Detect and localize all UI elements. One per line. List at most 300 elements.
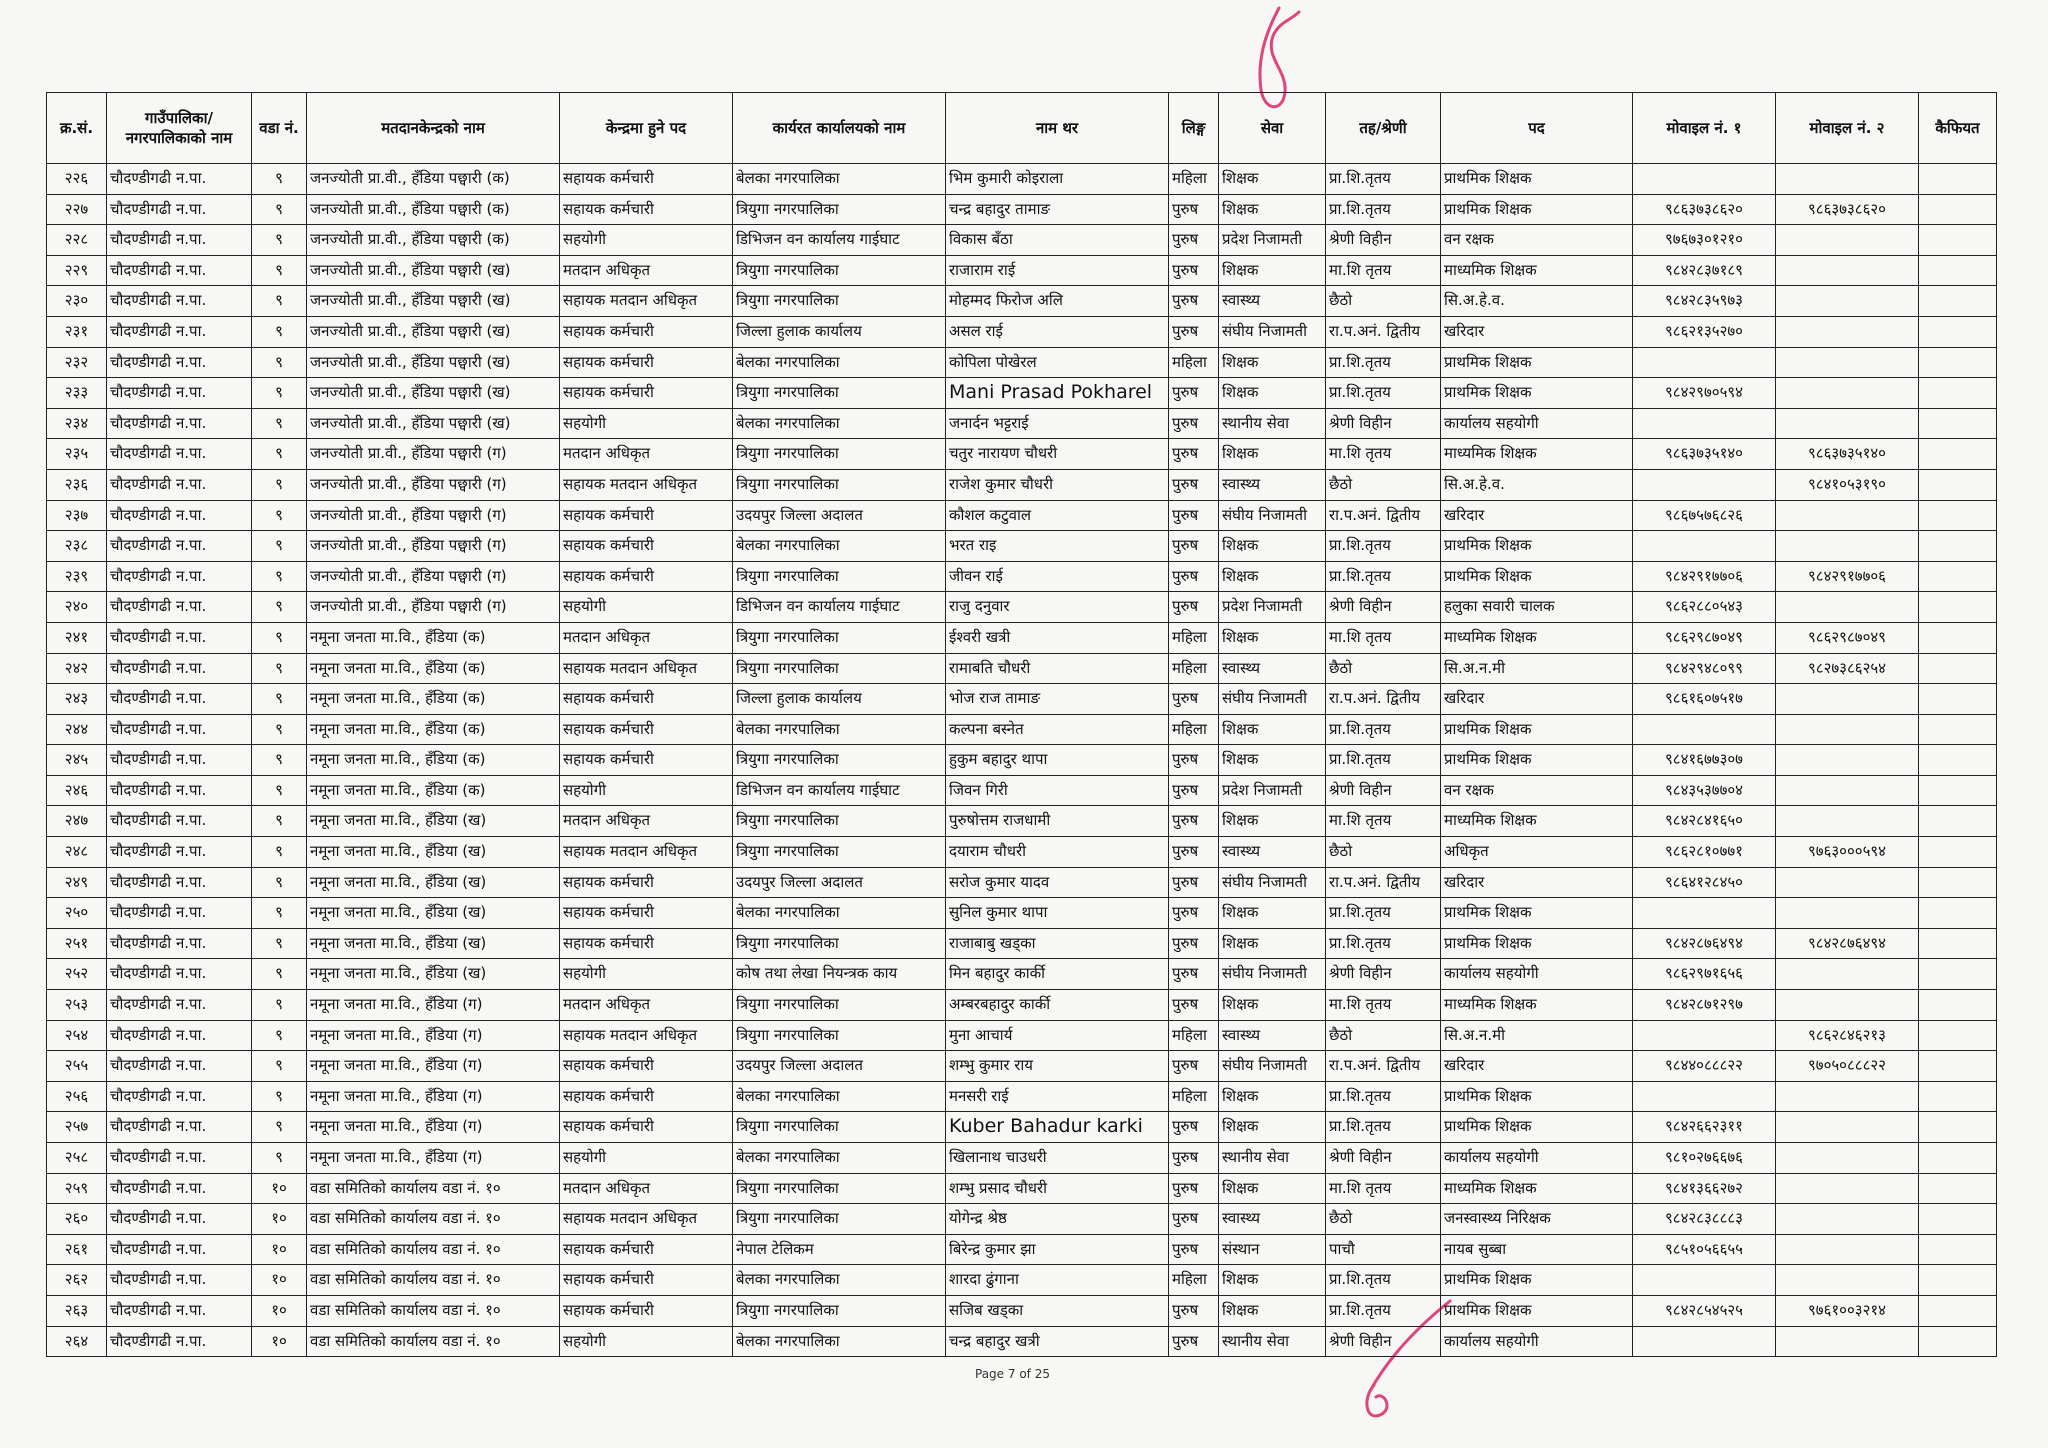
table-cell: शिक्षक — [1219, 806, 1326, 837]
table-cell — [1776, 1173, 1919, 1204]
table-cell: ९ — [252, 1051, 307, 1082]
table-cell: सहयोगी — [560, 225, 733, 256]
table-cell: २५९ — [47, 1173, 107, 1204]
table-cell: चन्द्र बहादुर तामाङ — [946, 194, 1169, 225]
table-cell: माध्यमिक शिक्षक — [1441, 439, 1633, 470]
column-header: पद — [1441, 93, 1633, 164]
table-row — [47, 684, 1997, 715]
table-cell: छैठो — [1326, 1020, 1441, 1051]
table-cell: उदयपुर जिल्ला अदालत — [733, 1051, 946, 1082]
table-row — [47, 1295, 1997, 1326]
table-cell: वडा समितिको कार्यालय वडा नं. १० — [307, 1326, 560, 1357]
table-cell: बेलका नगरपालिका — [733, 1081, 946, 1112]
table-cell: त्रियुगा नगरपालिका — [733, 1295, 946, 1326]
table-cell: २४० — [47, 592, 107, 623]
table-cell: पुरुष — [1169, 531, 1219, 562]
table-cell: चौदण्डीगढी न.पा. — [107, 378, 252, 409]
table-cell: पाचौ — [1326, 1234, 1441, 1265]
table-cell: हलुका सवारी चालक — [1441, 592, 1633, 623]
column-header: केन्द्रमा हुने पद — [560, 93, 733, 164]
table-cell: जनज्योती प्रा.वी., हँडिया पछ्वारी (क) — [307, 194, 560, 225]
table-cell — [1776, 225, 1919, 256]
table-cell: सहायक कर्मचारी — [560, 1081, 733, 1112]
table-cell: ९८६२८८०५४३ — [1633, 592, 1776, 623]
table-row — [47, 378, 1997, 409]
table-cell: ९८४२८७६४९४ — [1776, 928, 1919, 959]
table-cell: नमूना जनता मा.वि., हँडिया (ख) — [307, 867, 560, 898]
table-cell: चौदण्डीगढी न.पा. — [107, 286, 252, 317]
table-cell: ९८१०२७६६७६ — [1633, 1143, 1776, 1174]
table-cell — [1776, 255, 1919, 286]
column-header: मोवाइल नं. २ — [1776, 93, 1919, 164]
table-cell: चतुर नारायण चौधरी — [946, 439, 1169, 470]
table-cell: प्राथमिक शिक्षक — [1441, 347, 1633, 378]
table-cell: श्रेणी विहीन — [1326, 1326, 1441, 1357]
table-cell: नमूना जनता मा.वि., हँडिया (ख) — [307, 837, 560, 868]
table-cell: प्रा.शि.तृतय — [1326, 745, 1441, 776]
table-cell — [1919, 408, 1997, 439]
table-cell: ९८४२८५४५२५ — [1633, 1295, 1776, 1326]
table-cell: श्रेणी विहीन — [1326, 408, 1441, 439]
table-cell: सहायक कर्मचारी — [560, 164, 733, 195]
table-row — [47, 408, 1997, 439]
table-cell: पुरुष — [1169, 775, 1219, 806]
table-cell: पुरुष — [1169, 959, 1219, 990]
table-cell: शिक्षक — [1219, 898, 1326, 929]
table-cell: चौदण्डीगढी न.पा. — [107, 408, 252, 439]
table-cell: चौदण्डीगढी न.पा. — [107, 1234, 252, 1265]
table-row — [47, 286, 1997, 317]
table-cell: वन रक्षक — [1441, 775, 1633, 806]
table-cell: नमूना जनता मा.वि., हँडिया (क) — [307, 775, 560, 806]
table-cell: त्रियुगा नगरपालिका — [733, 990, 946, 1021]
table-cell: २५६ — [47, 1081, 107, 1112]
table-cell: २६१ — [47, 1234, 107, 1265]
table-cell: जीवन राई — [946, 561, 1169, 592]
table-cell: ९ — [252, 531, 307, 562]
table-cell — [1633, 1020, 1776, 1051]
column-header: कैफियत — [1919, 93, 1997, 164]
table-cell: २४१ — [47, 622, 107, 653]
table-cell: २४३ — [47, 684, 107, 715]
table-cell: सहायक कर्मचारी — [560, 898, 733, 929]
table-cell: ९८६७५७६८२६ — [1633, 500, 1776, 531]
table-cell — [1919, 959, 1997, 990]
table-cell: सहायक कर्मचारी — [560, 684, 733, 715]
table-cell: रा.प.अनं. द्वितीय — [1326, 684, 1441, 715]
table-row — [47, 194, 1997, 225]
table-row — [47, 316, 1997, 347]
table-cell: माध्यमिक शिक्षक — [1441, 622, 1633, 653]
table-cell: ९ — [252, 225, 307, 256]
table-cell — [1633, 347, 1776, 378]
table-cell: प्राथमिक शिक्षक — [1441, 745, 1633, 776]
table-cell — [1776, 531, 1919, 562]
table-cell: ९ — [252, 164, 307, 195]
table-cell: शारदा ढुंगाना — [946, 1265, 1169, 1296]
table-cell: जनस्वास्थ्य निरिक्षक — [1441, 1204, 1633, 1235]
table-cell — [1919, 316, 1997, 347]
table-cell: मा.शि तृतय — [1326, 990, 1441, 1021]
table-cell: हुकुम बहादुर थापा — [946, 745, 1169, 776]
table-cell — [1776, 286, 1919, 317]
table-cell: विकास बँठा — [946, 225, 1169, 256]
table-cell: त्रियुगा नगरपालिका — [733, 439, 946, 470]
table-row — [47, 622, 1997, 653]
table-cell: नमूना जनता मा.वि., हँडिया (ख) — [307, 898, 560, 929]
table-cell: पुरुष — [1169, 439, 1219, 470]
table-row — [47, 439, 1997, 470]
table-cell — [1776, 378, 1919, 409]
table-cell: महिला — [1169, 1265, 1219, 1296]
table-cell: प्राथमिक शिक्षक — [1441, 1112, 1633, 1143]
table-cell: ९८४१०५३१९० — [1776, 469, 1919, 500]
table-cell: शिक्षक — [1219, 928, 1326, 959]
table-cell: संघीय निजामती — [1219, 684, 1326, 715]
table-cell: ९ — [252, 867, 307, 898]
table-row — [47, 1173, 1997, 1204]
table-cell: संघीय निजामती — [1219, 867, 1326, 898]
table-row — [47, 714, 1997, 745]
table-cell: पुरुष — [1169, 592, 1219, 623]
table-cell: २६० — [47, 1204, 107, 1235]
table-cell: ९ — [252, 500, 307, 531]
table-cell: शिक्षक — [1219, 1295, 1326, 1326]
table-cell: श्रेणी विहीन — [1326, 959, 1441, 990]
table-row — [47, 500, 1997, 531]
table-cell: २३४ — [47, 408, 107, 439]
table-cell: त्रियुगा नगरपालिका — [733, 286, 946, 317]
table-row — [47, 1081, 1997, 1112]
table-cell: महिला — [1169, 1081, 1219, 1112]
table-cell: खिलानाथ चाउधरी — [946, 1143, 1169, 1174]
table-cell: सजिब खड्का — [946, 1295, 1169, 1326]
table-cell: शिक्षक — [1219, 255, 1326, 286]
table-cell: २२६ — [47, 164, 107, 195]
table-cell: नायब सुब्बा — [1441, 1234, 1633, 1265]
table-cell: सहायक मतदान अधिकृत — [560, 1020, 733, 1051]
table-row — [47, 745, 1997, 776]
table-row — [47, 867, 1997, 898]
table-cell: पुरुष — [1169, 255, 1219, 286]
table-cell: ९ — [252, 469, 307, 500]
table-cell: चौदण्डीगढी न.पा. — [107, 316, 252, 347]
table-cell: २४२ — [47, 653, 107, 684]
table-cell: त्रियुगा नगरपालिका — [733, 837, 946, 868]
table-cell — [1919, 1234, 1997, 1265]
table-cell — [1919, 1295, 1997, 1326]
table-cell: चौदण्डीगढी न.पा. — [107, 439, 252, 470]
table-cell: ९ — [252, 439, 307, 470]
table-cell: चौदण्डीगढी न.पा. — [107, 347, 252, 378]
table-cell: छैठो — [1326, 469, 1441, 500]
table-cell: रा.प.अनं. द्वितीय — [1326, 316, 1441, 347]
table-cell: पुरुष — [1169, 1143, 1219, 1174]
table-cell: ९ — [252, 684, 307, 715]
table-cell: सहयोगी — [560, 408, 733, 439]
table-cell: चौदण्डीगढी न.पा. — [107, 469, 252, 500]
table-cell: पुरुष — [1169, 745, 1219, 776]
table-cell: पुरुष — [1169, 1326, 1219, 1357]
table-cell: चौदण्डीगढी न.पा. — [107, 653, 252, 684]
table-row — [47, 1234, 1997, 1265]
table-cell: जनज्योती प्रा.वी., हँडिया पछ्वारी (ग) — [307, 561, 560, 592]
table-cell: सहायक कर्मचारी — [560, 1112, 733, 1143]
table-cell: शिक्षक — [1219, 439, 1326, 470]
table-cell: ९ — [252, 775, 307, 806]
table-cell: मतदान अधिकृत — [560, 255, 733, 286]
table-cell: कार्यालय सहयोगी — [1441, 408, 1633, 439]
table-cell — [1776, 775, 1919, 806]
voter-staff-sheet — [46, 92, 1996, 1357]
table-cell: चौदण्डीगढी न.पा. — [107, 1265, 252, 1296]
table-cell: सि.अ.न.मी — [1441, 1020, 1633, 1051]
table-cell — [1919, 561, 1997, 592]
table-cell: ९ — [252, 653, 307, 684]
table-cell: बेलका नगरपालिका — [733, 898, 946, 929]
table-cell: महिला — [1169, 164, 1219, 195]
table-cell: सहयोगी — [560, 592, 733, 623]
table-cell: ९८६३७३५१४० — [1633, 439, 1776, 470]
table-cell: प्रा.शि.तृतय — [1326, 164, 1441, 195]
table-cell: राजेश कुमार चौधरी — [946, 469, 1169, 500]
table-cell: पुरुष — [1169, 837, 1219, 868]
table-cell: ९ — [252, 714, 307, 745]
table-cell: रा.प.अनं. द्वितीय — [1326, 867, 1441, 898]
table-cell: पुरुष — [1169, 990, 1219, 1021]
table-cell: शिक्षक — [1219, 164, 1326, 195]
table-cell: प्रा.शि.तृतय — [1326, 898, 1441, 929]
table-cell: खरिदार — [1441, 316, 1633, 347]
column-header: कार्यरत कार्यालयको नाम — [733, 93, 946, 164]
table-cell: जनज्योती प्रा.वी., हँडिया पछ्वारी (ख) — [307, 255, 560, 286]
table-cell: प्राथमिक शिक्षक — [1441, 898, 1633, 929]
table-cell: जनार्दन भट्टराई — [946, 408, 1169, 439]
table-cell: ९८६२८४६२१३ — [1776, 1020, 1919, 1051]
table-cell: ९८६३७३८६२० — [1776, 194, 1919, 225]
table-cell: ९ — [252, 347, 307, 378]
table-cell: २२७ — [47, 194, 107, 225]
table-cell: चौदण्डीगढी न.पा. — [107, 1020, 252, 1051]
table-cell: उदयपुर जिल्ला अदालत — [733, 867, 946, 898]
table-cell — [1633, 408, 1776, 439]
table-cell: ९८४४०८८८२२ — [1633, 1051, 1776, 1082]
column-header: सेवा — [1219, 93, 1326, 164]
table-cell — [1919, 194, 1997, 225]
table-cell: चौदण्डीगढी न.पा. — [107, 1326, 252, 1357]
table-cell: ९८४२९१७७०६ — [1776, 561, 1919, 592]
table-cell: त्रियुगा नगरपालिका — [733, 561, 946, 592]
table-cell: ९८२७३८६२५४ — [1776, 653, 1919, 684]
table-cell: दयाराम चौधरी — [946, 837, 1169, 868]
table-cell: ९ — [252, 378, 307, 409]
table-cell — [1919, 1173, 1997, 1204]
table-cell: महिला — [1169, 714, 1219, 745]
table-cell: सहायक कर्मचारी — [560, 1051, 733, 1082]
table-cell: त्रियुगा नगरपालिका — [733, 469, 946, 500]
table-row — [47, 775, 1997, 806]
table-cell: जनज्योती प्रा.वी., हँडिया पछ्वारी (ग) — [307, 439, 560, 470]
table-cell — [1776, 684, 1919, 715]
table-cell — [1776, 745, 1919, 776]
table-cell: सहायक कर्मचारी — [560, 194, 733, 225]
table-cell: रामाबति चौधरी — [946, 653, 1169, 684]
table-cell: चौदण्डीगढी न.पा. — [107, 592, 252, 623]
table-cell: बिरेन्द्र कुमार झा — [946, 1234, 1169, 1265]
table-cell: चौदण्डीगढी न.पा. — [107, 255, 252, 286]
table-cell: चौदण्डीगढी न.पा. — [107, 1081, 252, 1112]
table-cell: पुरुष — [1169, 867, 1219, 898]
table-cell: मुना आचार्य — [946, 1020, 1169, 1051]
table-cell: पुरुष — [1169, 1295, 1219, 1326]
table-cell: खरिदार — [1441, 500, 1633, 531]
table-cell: वडा समितिको कार्यालय वडा नं. १० — [307, 1173, 560, 1204]
table-cell: खरिदार — [1441, 684, 1633, 715]
table-cell: वन रक्षक — [1441, 225, 1633, 256]
table-cell: २३० — [47, 286, 107, 317]
table-cell: पुरुष — [1169, 1204, 1219, 1235]
table-cell: ९ — [252, 959, 307, 990]
table-cell: शिक्षक — [1219, 194, 1326, 225]
table-cell — [1776, 347, 1919, 378]
table-cell: स्वास्थ्य — [1219, 1204, 1326, 1235]
column-header: मोवाइल नं. १ — [1633, 93, 1776, 164]
table-cell — [1633, 164, 1776, 195]
table-cell: महिला — [1169, 347, 1219, 378]
table-cell: १० — [252, 1295, 307, 1326]
table-cell — [1776, 1081, 1919, 1112]
table-cell: मा.शि तृतय — [1326, 806, 1441, 837]
table-cell: पुरुष — [1169, 194, 1219, 225]
table-cell: जनज्योती प्रा.वी., हँडिया पछ्वारी (ख) — [307, 347, 560, 378]
table-cell: पुरुष — [1169, 1051, 1219, 1082]
table-cell: सहायक कर्मचारी — [560, 745, 733, 776]
table-cell: मा.शि तृतय — [1326, 622, 1441, 653]
table-cell: २४५ — [47, 745, 107, 776]
table-cell: संघीय निजामती — [1219, 1051, 1326, 1082]
table-cell: ९ — [252, 837, 307, 868]
table-cell: २२८ — [47, 225, 107, 256]
table-cell: मा.शि तृतय — [1326, 439, 1441, 470]
table-cell: प्रा.शि.तृतय — [1326, 1112, 1441, 1143]
table-cell: त्रियुगा नगरपालिका — [733, 1204, 946, 1235]
table-row — [47, 653, 1997, 684]
table-row — [47, 592, 1997, 623]
table-cell: चौदण्डीगढी न.पा. — [107, 1204, 252, 1235]
table-cell: प्राथमिक शिक्षक — [1441, 1265, 1633, 1296]
table-cell: २६३ — [47, 1295, 107, 1326]
table-cell: २६४ — [47, 1326, 107, 1357]
table-cell: ९ — [252, 316, 307, 347]
table-cell: छैठो — [1326, 653, 1441, 684]
table-cell: वडा समितिको कार्यालय वडा नं. १० — [307, 1204, 560, 1235]
table-cell: खरिदार — [1441, 1051, 1633, 1082]
table-cell: त्रियुगा नगरपालिका — [733, 194, 946, 225]
table-cell: ९७०५०८८८२२ — [1776, 1051, 1919, 1082]
table-cell — [1776, 500, 1919, 531]
table-cell — [1776, 1204, 1919, 1235]
table-cell: नमूना जनता मा.वि., हँडिया (क) — [307, 745, 560, 776]
table-cell: स्वास्थ्य — [1219, 1020, 1326, 1051]
table-cell: बेलका नगरपालिका — [733, 1265, 946, 1296]
table-row — [47, 1143, 1997, 1174]
table-cell — [1919, 928, 1997, 959]
table-cell — [1919, 439, 1997, 470]
table-cell: ९८६२९८७०४९ — [1776, 622, 1919, 653]
table-cell: माध्यमिक शिक्षक — [1441, 806, 1633, 837]
table-cell: जिल्ला हुलाक कार्यालय — [733, 684, 946, 715]
table-cell: पुरुष — [1169, 561, 1219, 592]
table-cell: योगेन्द्र श्रेष्ठ — [946, 1204, 1169, 1235]
table-cell: ९ — [252, 745, 307, 776]
table-cell: चौदण्डीगढी न.पा. — [107, 1173, 252, 1204]
table-cell: चौदण्डीगढी न.पा. — [107, 867, 252, 898]
table-cell: ईश्वरी खत्री — [946, 622, 1169, 653]
table-cell: शिक्षक — [1219, 378, 1326, 409]
table-row — [47, 959, 1997, 990]
table-cell: स्थानीय सेवा — [1219, 1326, 1326, 1357]
table-cell: जनज्योती प्रा.वी., हँडिया पछ्वारी (क) — [307, 225, 560, 256]
table-cell: सुनिल कुमार थापा — [946, 898, 1169, 929]
table-cell: प्रा.शि.तृतय — [1326, 531, 1441, 562]
table-cell — [1919, 164, 1997, 195]
table-cell — [1919, 775, 1997, 806]
table-cell: २५२ — [47, 959, 107, 990]
table-cell: सहायक मतदान अधिकृत — [560, 469, 733, 500]
table-body — [47, 164, 1997, 1357]
table-cell: शिक्षक — [1219, 531, 1326, 562]
table-cell: संस्थान — [1219, 1234, 1326, 1265]
table-cell: बेलका नगरपालिका — [733, 408, 946, 439]
table-cell: १० — [252, 1265, 307, 1296]
table-cell: सहायक कर्मचारी — [560, 867, 733, 898]
table-cell: चौदण्डीगढी न.पा. — [107, 225, 252, 256]
table-cell — [1776, 806, 1919, 837]
table-cell: खरिदार — [1441, 867, 1633, 898]
table-cell: प्राथमिक शिक्षक — [1441, 194, 1633, 225]
table-cell: जनज्योती प्रा.वी., हँडिया पछ्वारी (ग) — [307, 500, 560, 531]
table-cell: वडा समितिको कार्यालय वडा नं. १० — [307, 1295, 560, 1326]
table-cell — [1919, 500, 1997, 531]
table-cell: पुरुष — [1169, 928, 1219, 959]
table-row — [47, 1265, 1997, 1296]
table-cell: बेलका नगरपालिका — [733, 1326, 946, 1357]
table-cell: ९८४२८७६४९४ — [1633, 928, 1776, 959]
column-header: तह/श्रेणी — [1326, 93, 1441, 164]
table-cell — [1919, 1326, 1997, 1357]
table-cell — [1919, 653, 1997, 684]
table-cell — [1633, 469, 1776, 500]
table-cell — [1919, 1051, 1997, 1082]
table-cell: जनज्योती प्रा.वी., हँडिया पछ्वारी (क) — [307, 164, 560, 195]
table-cell: भरत राइ — [946, 531, 1169, 562]
table-cell: त्रियुगा नगरपालिका — [733, 1112, 946, 1143]
table-row — [47, 1051, 1997, 1082]
table-cell — [1919, 378, 1997, 409]
table-cell — [1633, 714, 1776, 745]
table-cell — [1633, 1326, 1776, 1357]
table-cell: मनसरी राई — [946, 1081, 1169, 1112]
table-cell: प्रा.शि.तृतय — [1326, 347, 1441, 378]
table-cell: पुरुष — [1169, 408, 1219, 439]
table-cell: श्रेणी विहीन — [1326, 775, 1441, 806]
table-cell: सहयोगी — [560, 959, 733, 990]
table-cell: सहायक कर्मचारी — [560, 500, 733, 531]
table-cell: चौदण्डीगढी न.पा. — [107, 531, 252, 562]
table-cell: २५५ — [47, 1051, 107, 1082]
column-header: नाम थर — [946, 93, 1169, 164]
table-cell: ९८४३५३७७०४ — [1633, 775, 1776, 806]
